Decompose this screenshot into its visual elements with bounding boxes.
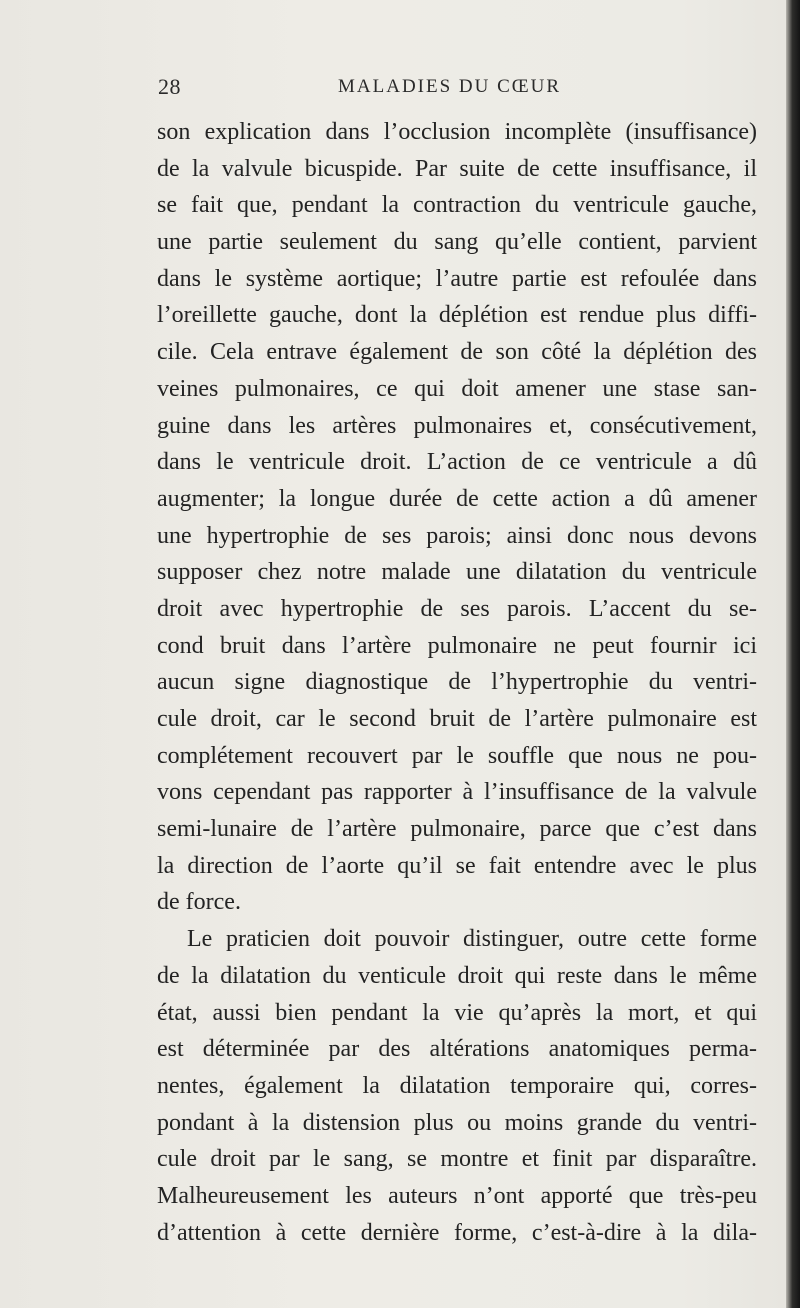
text-line: se fait que, pendant la contraction du ventricule gauche, bbox=[157, 192, 757, 219]
paragraph-start-line: Le praticien doit pouvoir distinguer, outre cette forme bbox=[187, 926, 757, 953]
text-line: nentes, également la dilatation temporaire qui, corres- bbox=[157, 1072, 757, 1099]
text-line: Malheureusement les auteurs n’ont apporté que très-peu bbox=[157, 1182, 757, 1209]
text-line: guine dans les artères pulmonaires et, consécutivement, bbox=[157, 412, 757, 439]
paragraph-end-line: de force. bbox=[157, 889, 241, 916]
page-binding-edge bbox=[786, 0, 800, 1308]
text-line: augmenter; la longue durée de cette action a dû amener bbox=[157, 485, 757, 512]
text-line: de la valvule bicuspide. Par suite de cette insuffisance, il bbox=[157, 155, 757, 182]
text-line: veines pulmonaires, ce qui doit amener une stase san- bbox=[157, 375, 757, 402]
text-line: cule droit, car le second bruit de l’artère pulmonaire est bbox=[157, 706, 757, 732]
text-line: de la dilatation du venticule droit qui reste dans le même bbox=[157, 962, 757, 989]
text-line: cule droit par le sang, se montre et finit par disparaître. bbox=[157, 1146, 757, 1173]
text-line: l’oreillette gauche, dont la déplétion est rendue plus diffi- bbox=[157, 302, 757, 329]
text-line: droit avec hypertrophie de ses parois. L’accent du se- bbox=[157, 595, 757, 622]
text-line: une hypertrophie de ses parois; ainsi donc nous devons bbox=[157, 522, 757, 549]
text-line: la direction de l’aorte qu’il se fait entendre avec le plus bbox=[157, 852, 757, 879]
body-text bbox=[157, 114, 757, 1251]
text-line: vons cependant pas rapporter à l’insuffisance de la valvule bbox=[157, 779, 757, 806]
text-line: cile. Cela entrave également de son côté la déplétion des bbox=[157, 339, 757, 366]
text-line: pondant à la distension plus ou moins grande du ventri- bbox=[157, 1109, 757, 1136]
running-head bbox=[158, 74, 578, 104]
text-line: est déterminée par des altérations anatomiques perma- bbox=[157, 1036, 757, 1063]
text-line: une partie seulement du sang qu’elle contient, parvient bbox=[157, 229, 757, 256]
text-line: état, aussi bien pendant la vie qu’après la mort, et qui bbox=[157, 999, 757, 1026]
text-line: d’attention à cette dernière forme, c’est-à-dire à la dila- bbox=[157, 1219, 757, 1246]
text-line: semi-lunaire de l’artère pulmonaire, parce que c’est dans bbox=[157, 816, 757, 843]
text-line: aucun signe diagnostique de l’hypertrophie du ventri- bbox=[157, 669, 757, 696]
text-line: son explication dans l’occlusion incomplète (insuffisance) bbox=[157, 119, 757, 145]
text-line: supposer chez notre malade une dilatation du ventricule bbox=[157, 559, 757, 586]
page-number: 28 bbox=[158, 74, 181, 99]
text-line: dans le système aortique; l’autre partie est refoulée dans bbox=[157, 265, 757, 292]
text-line: cond bruit dans l’artère pulmonaire ne peut fournir ici bbox=[157, 632, 757, 659]
text-line: complétement recouvert par le souffle que nous ne pou- bbox=[157, 742, 757, 769]
text-line: dans le ventricule droit. L’action de ce ventricule a dû bbox=[157, 449, 757, 476]
running-head-title: MALADIES DU CŒUR bbox=[338, 76, 562, 97]
